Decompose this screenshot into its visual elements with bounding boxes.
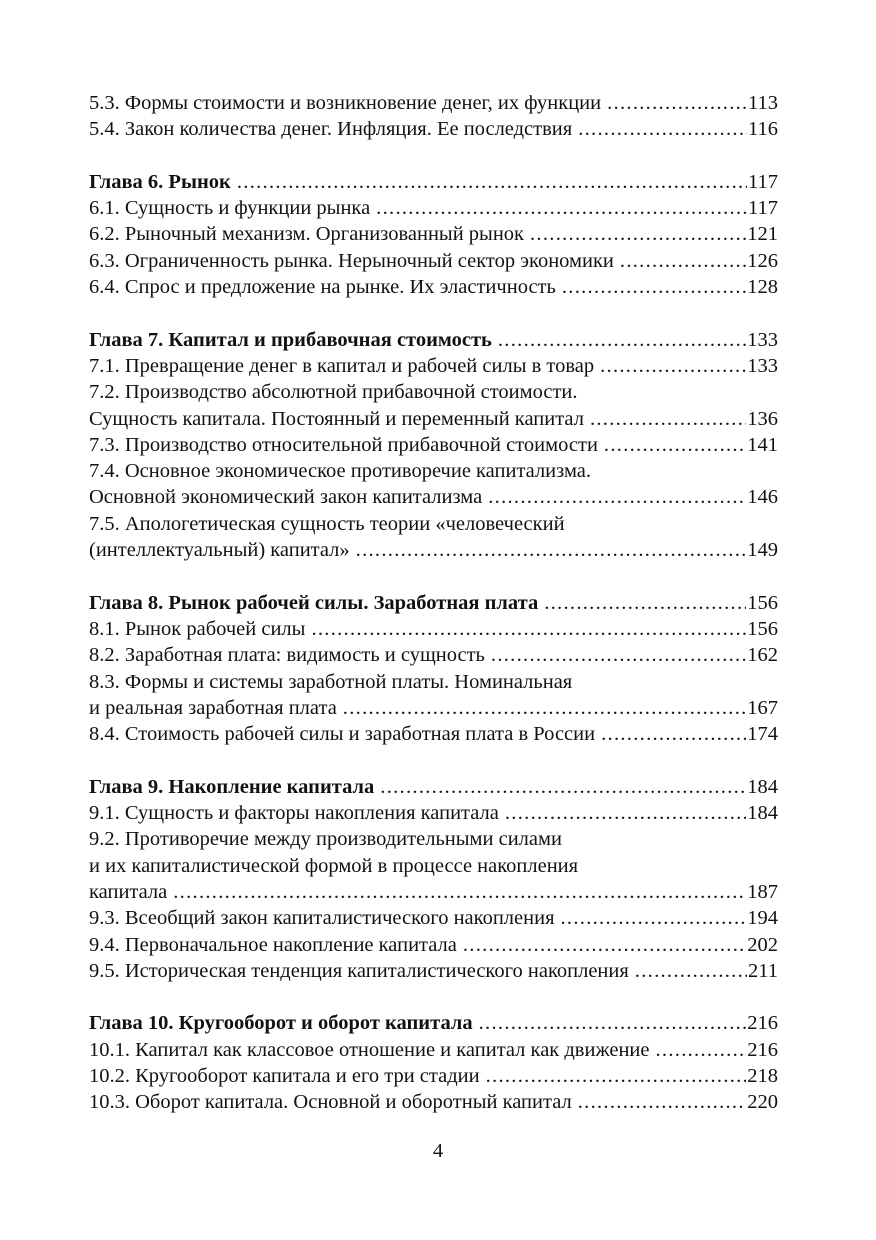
toc-entry-title: Глава 9. Накопление капитала <box>89 775 375 798</box>
dot-leader <box>530 221 746 247</box>
dot-leader <box>311 616 746 642</box>
dot-leader <box>607 90 747 116</box>
toc-entry-title: (интеллектуальный) капитал» <box>89 539 350 562</box>
toc-chapter-heading <box>89 327 778 353</box>
toc-entry <box>89 853 778 879</box>
dot-leader <box>356 537 747 563</box>
toc-entry-title: Основной экономический закон капитализма <box>89 486 483 509</box>
dot-leader <box>376 195 747 221</box>
toc-entry-title: 6.4. Спрос и предложение на рынке. Их эластичность <box>89 276 556 299</box>
dot-leader <box>601 721 746 747</box>
toc-entry <box>89 406 778 432</box>
toc-entry <box>89 642 778 668</box>
toc-entry-title: 10.3. Оборот капитала. Основной и оборотный капитал <box>89 1091 572 1114</box>
section-gap <box>89 984 778 1010</box>
toc-entry-title: 7.5. Апологетическая сущность теории «человеческий <box>89 512 565 535</box>
toc-entry <box>89 432 778 458</box>
toc-entry <box>89 116 778 142</box>
toc-page-number: 187 <box>747 880 778 903</box>
toc-entry <box>89 248 778 274</box>
dot-leader <box>562 274 746 300</box>
toc-entry-title: 7.1. Превращение денег в капитал и рабочей силы в товар <box>89 354 595 377</box>
toc-entry <box>89 1089 778 1115</box>
toc-entry <box>89 90 778 116</box>
toc-entry <box>89 537 778 563</box>
toc-chapter-heading <box>89 169 778 195</box>
toc-entry-title: капитала <box>89 880 168 903</box>
toc-entry-title: 6.2. Рыночный механизм. Организованный рынок <box>89 223 524 246</box>
section-gap <box>89 563 778 589</box>
toc-entry-title: 8.2. Заработная плата: видимость и сущность <box>89 644 485 667</box>
dot-leader <box>486 1063 747 1089</box>
dot-leader <box>544 590 746 616</box>
toc-page-number: 184 <box>747 775 778 798</box>
toc-entry-title: Сущность капитала. Постоянный и переменный капитал <box>89 407 584 430</box>
section-gap <box>89 143 778 169</box>
dot-leader <box>380 774 746 800</box>
dot-leader <box>488 484 746 510</box>
section-gap <box>89 300 778 326</box>
toc-page-number: 121 <box>747 223 778 246</box>
dot-leader <box>578 1089 747 1115</box>
toc-entry-title: 9.3. Всеобщий закон капиталистического накопления <box>89 907 555 930</box>
toc-page-number: 117 <box>748 197 778 220</box>
toc-chapter-heading <box>89 774 778 800</box>
toc-chapter-heading <box>89 1010 778 1036</box>
toc-entry-title: Глава 6. Рынок <box>89 170 231 193</box>
dot-leader <box>604 432 746 458</box>
toc-page-number: 117 <box>748 170 778 193</box>
toc-entry-title: и их капиталистической формой в процессе накопления <box>89 854 579 877</box>
toc-entry <box>89 274 778 300</box>
toc-entry <box>89 511 778 537</box>
dot-leader <box>656 1037 747 1063</box>
toc-entry <box>89 826 778 852</box>
toc-page-number: 167 <box>747 696 778 719</box>
toc-page-number: 194 <box>747 907 778 930</box>
dot-leader <box>561 905 747 931</box>
toc-entry-title: Глава 7. Капитал и прибавочная стоимость <box>89 328 492 351</box>
toc-entry-title: 8.3. Формы и системы заработной платы. Номинальная <box>89 670 573 693</box>
toc-entry-title: Глава 10. Кругооборот и оборот капитала <box>89 1012 473 1035</box>
toc-entry-title: 7.2. Производство абсолютной прибавочной стоимости. <box>89 381 578 404</box>
toc-page-number: 113 <box>748 92 778 114</box>
toc-entry <box>89 616 778 642</box>
toc-page-number: 174 <box>747 723 778 746</box>
toc-page-number: 133 <box>747 328 778 351</box>
toc-entry-title: 9.2. Противоречие между производительными силами <box>89 828 562 851</box>
toc-entry <box>89 458 778 484</box>
dot-leader <box>620 248 746 274</box>
toc-entry <box>89 195 778 221</box>
table-of-contents <box>89 90 778 1116</box>
toc-page-number: 184 <box>747 802 778 825</box>
toc-entry-title: 7.4. Основное экономическое противоречие капитализма. <box>89 460 592 483</box>
toc-page-number: 128 <box>747 276 778 299</box>
toc-entry <box>89 379 778 405</box>
toc-entry <box>89 353 778 379</box>
toc-page-number: 220 <box>747 1091 778 1114</box>
toc-entry-title: 9.1. Сущность и факторы накопления капитала <box>89 802 499 825</box>
dot-leader <box>578 116 747 142</box>
dot-leader <box>463 932 746 958</box>
dot-leader <box>479 1010 747 1036</box>
dot-leader <box>173 879 746 905</box>
section-gap <box>89 747 778 773</box>
toc-entry <box>89 721 778 747</box>
toc-page-number: 126 <box>747 249 778 272</box>
toc-entry <box>89 695 778 721</box>
toc-entry <box>89 800 778 826</box>
dot-leader <box>343 695 746 721</box>
toc-entry-title: 5.3. Формы стоимости и возникновение денег, их функции <box>89 92 602 114</box>
toc-entry-title: 10.1. Капитал как классовое отношение и капитал как движение <box>89 1038 650 1061</box>
toc-entry-title: и реальная заработная плата <box>89 696 337 719</box>
toc-entry <box>89 669 778 695</box>
toc-page-number: 211 <box>748 959 778 982</box>
toc-page-number: 116 <box>748 118 778 141</box>
toc-entry-title: 8.4. Стоимость рабочей силы и заработная плата в России <box>89 723 596 746</box>
toc-page-number: 149 <box>747 539 778 562</box>
dot-leader <box>590 406 746 432</box>
toc-entry-title: 5.4. Закон количества денег. Инфляция. Ее последствия <box>89 118 573 141</box>
toc-page-number: 202 <box>747 933 778 956</box>
toc-page-number: 216 <box>747 1038 778 1061</box>
toc-entry <box>89 879 778 905</box>
toc-entry <box>89 932 778 958</box>
toc-entry <box>89 1037 778 1063</box>
toc-entry-title: Глава 8. Рынок рабочей силы. Заработная плата <box>89 591 539 614</box>
toc-entry <box>89 958 778 984</box>
toc-page-number: 156 <box>747 617 778 640</box>
toc-page-number: 216 <box>747 1012 778 1035</box>
toc-page-number: 136 <box>747 407 778 430</box>
toc-entry-title: 9.4. Первоначальное накопление капитала <box>89 933 457 956</box>
toc-entry <box>89 221 778 247</box>
toc-entry-title: 10.2. Кругооборот капитала и его три стадии <box>89 1064 480 1087</box>
toc-entry <box>89 905 778 931</box>
toc-page-number: 156 <box>747 591 778 614</box>
toc-entry-title: 6.3. Ограниченность рынка. Нерыночный сектор экономики <box>89 249 614 272</box>
toc-page-number: 141 <box>747 433 778 456</box>
page-number: 4 <box>432 1140 444 1162</box>
dot-leader <box>635 958 747 984</box>
dot-leader <box>498 327 746 353</box>
dot-leader <box>505 800 746 826</box>
toc-chapter-heading <box>89 590 778 616</box>
toc-entry-title: 9.5. Историческая тенденция капиталистического накопления <box>89 959 629 982</box>
dot-leader <box>237 169 747 195</box>
toc-page-number: 162 <box>747 644 778 667</box>
toc-entry-title: 7.3. Производство относительной прибавочной стоимости <box>89 433 598 456</box>
dot-leader <box>491 642 746 668</box>
toc-entry-title: 8.1. Рынок рабочей силы <box>89 617 306 640</box>
dot-leader <box>600 353 746 379</box>
toc-page-number: 218 <box>747 1064 778 1087</box>
toc-page-number: 146 <box>747 486 778 509</box>
toc-page-number: 133 <box>747 354 778 377</box>
toc-entry <box>89 1063 778 1089</box>
toc-entry-title: 6.1. Сущность и функции рынка <box>89 197 371 220</box>
toc-entry <box>89 484 778 510</box>
